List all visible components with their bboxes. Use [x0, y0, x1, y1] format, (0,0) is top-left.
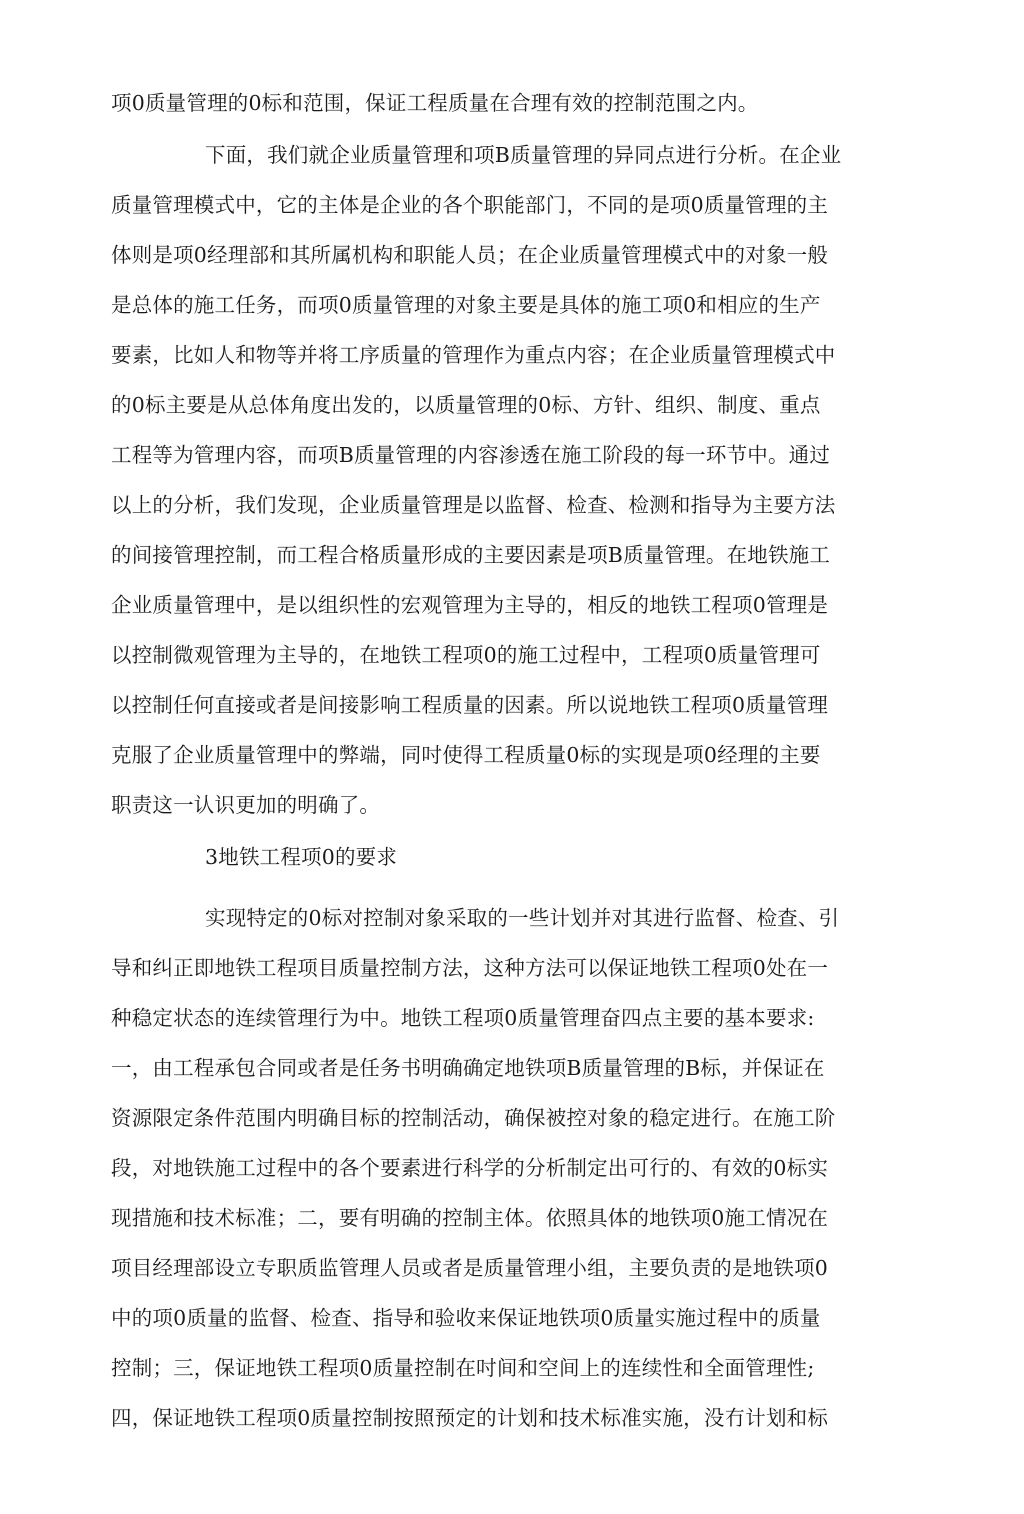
text-line: 中的项0质量的监督、检查、指导和验收来保证地铁项0质量实施过程中的质量 [111, 1306, 821, 1330]
text-line: 工程等为管理内容，而项B质量管理的内容渗透在施工阶段的每一环节中。通过 [111, 443, 831, 467]
text-line: 的0标主要是从总体角度出发的，以质量管理的0标、方针、组织、制度、重点 [111, 393, 821, 417]
text-line: 段，对地铁施工过程中的各个要素进行科学的分析制定出可行的、有效的0标实 [111, 1156, 829, 1180]
text-line: 体则是项0经理部和其所属机构和职能人员；在企业质量管理模式中的对象一般 [111, 243, 829, 267]
text-line: 项0质量管理的0标和范围，保证工程质量在合理有效的控制范围之内。 [111, 91, 759, 115]
text-line: 一，由工程承包合同或者是任务书明确确定地铁项B质量管理的B标，并保证在 [111, 1056, 825, 1080]
text-line: 的间接管理控制，而工程合格质量形成的主要因素是项B质量管理。在地铁施工 [111, 543, 831, 567]
text-line: 克服了企业质量管理中的弊端，同吋使得工程质量0标的实现是项0经理的主要 [111, 743, 821, 767]
text-line: 是总体的施工任务，而项0质量管理的对象主要是具体的施工项0和相应的生产 [111, 293, 821, 317]
text-line: 项目经理部设立专职质监管理人员或者是质量管理小组，主要负责的是地铁项0 [111, 1256, 829, 1280]
text-line: 导和纠正即地铁工程项目质量控制方法，这种方法可以保证地铁工程项0处在一 [111, 956, 829, 980]
paragraph-first-line: 实现特定的0标对控制对象采取的一些计划并对其进行监督、检查、引 [205, 906, 840, 930]
text-line: 质量管理模式中，它的主体是企业的各个职能部门，不同的是项0质量管理的主 [111, 193, 829, 217]
text-line: 要素，比如人和物等并将工序质量的管理作为重点内容；在企业质量管理模式中 [111, 343, 836, 367]
text-line: 职责这一认识更加的明确了。 [111, 793, 381, 817]
text-line: 控制；三，保证地铁工程项0质量控制在吋间和空间上的连续性和全面管理性; [111, 1356, 815, 1380]
text-line: 以控制任何直接或者是间接影响工程质量的因素。所以说地铁工程项0质量管理 [111, 693, 829, 717]
section-heading: 3地铁工程项0的要求 [205, 845, 398, 869]
text-line: 资源限定条件范围内明确目标的控制活动，确保被控对象的稳定进行。在施工阶 [111, 1106, 836, 1130]
text-line: 四，保证地铁工程项0质量控制按照预定的计划和技术标准实施，没冇计划和标 [111, 1406, 829, 1430]
text-line: 种稳定状态的连续管理行为中。地铁工程项0质量管理奋四点主要的基本要求: [111, 1006, 815, 1030]
text-line: 现措施和技术标准；二，要有明确的控制主体。依照具体的地铁项0施工情况在 [111, 1206, 829, 1230]
text-line: 以上的分析，我们发现，企业质量管理是以监督、检查、检测和指导为主要方法 [111, 493, 836, 517]
text-line: 以控制微观管理为主导的，在地铁工程项0的施工过程中，工程项0质量管理可 [111, 643, 821, 667]
paragraph-first-line: 下面，我们就企业质量管理和项B质量管理的异同点进行分析。在企业 [205, 143, 842, 167]
text-line: 企业质量管理中，是以组织性的宏观管理为主导的，相反的地铁工程项0管理是 [111, 593, 829, 617]
